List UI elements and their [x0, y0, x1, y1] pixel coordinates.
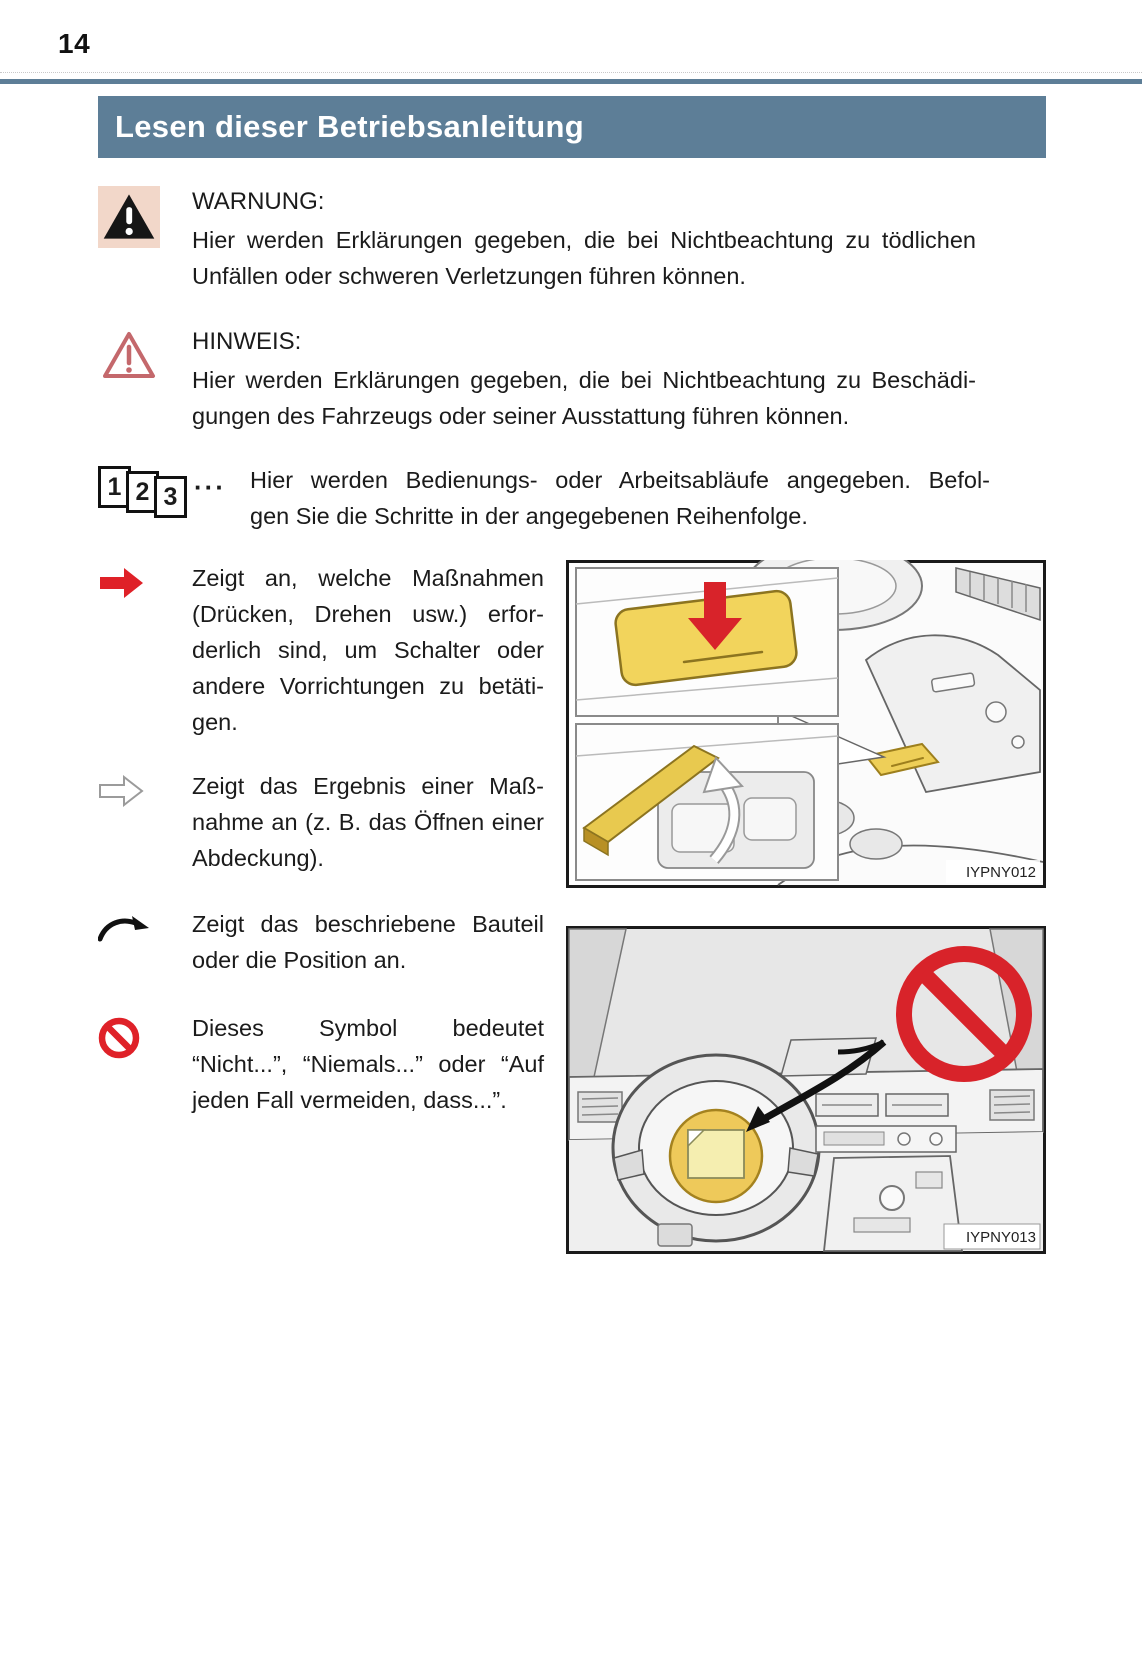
page-content — [98, 96, 1046, 1259]
page-number: 14 — [58, 28, 91, 59]
header-rule — [0, 72, 1142, 84]
red-action-arrow-icon — [98, 567, 144, 599]
warning-section — [98, 184, 1046, 294]
legend-and-figures — [98, 560, 1046, 1259]
outline-result-arrow-icon — [98, 775, 144, 807]
legend-result-text: Zeigt das Ergebnis einer Maß- nahme an (z. B. das Öffnen einer Abdeckung). — [192, 773, 544, 871]
notice-triangle-icon — [100, 328, 192, 389]
figure-console-illustration — [566, 560, 1046, 888]
warning-triangle-icon — [98, 186, 160, 248]
steps-ellipsis: ··· — [194, 472, 226, 502]
legend-prohibition-text: Dieses Symbol bedeutet “Nicht...”, “Niemals...” oder “Auf jeden Fall vermeiden, dass...”. — [192, 1015, 544, 1113]
step-box-3: 3 — [154, 476, 187, 518]
figure-dashboard-illustration — [566, 926, 1046, 1254]
legend-column — [98, 560, 544, 1259]
section-title: Lesen dieser Betriebsanleitung — [115, 109, 584, 144]
legend-prohibition — [98, 1010, 544, 1118]
prohibition-icon — [98, 1017, 140, 1059]
steps-section — [98, 462, 1046, 534]
legend-component-text: Zeigt das beschriebene Bauteil oder die Position an. — [192, 911, 544, 973]
step-box-2: 2 — [126, 471, 159, 513]
figures-column — [566, 560, 1046, 1259]
steps-text: Hier werden Bedienungs- oder Arbeitsabläufe angegeben. Befol- gen Sie die Schritte in der angegebenen Reihenfolge. — [250, 467, 990, 529]
steps-123-icon — [98, 466, 182, 511]
warning-text: Hier werden Erklärungen gegeben, die bei Nichtbeachtung zu tödlichen Unfällen oder schweren Verletzungen führen können. — [192, 227, 976, 289]
figure1-label: IYPNY012 — [965, 864, 1036, 881]
warning-label: WARNUNG: — [192, 188, 325, 215]
section-title-bar — [98, 96, 1046, 158]
notice-text: Hier werden Erklärungen gegeben, die bei Nichtbeachtung zu Beschädi- gungen des Fahrzeugs oder seiner Ausstattung führen können. — [192, 367, 976, 429]
legend-action-text: Zeigt an, welche Maßnahmen (Drücken, Drehen usw.) erfor- derlich sind, um Schalter oder andere Vorrichtungen zu betäti- gen. — [192, 565, 544, 735]
legend-result — [98, 768, 544, 876]
legend-component — [98, 906, 544, 978]
notice-section — [98, 324, 1046, 434]
figure2-label: IYPNY013 — [965, 1229, 1036, 1246]
legend-action — [98, 560, 544, 740]
step-box-1: 1 — [98, 466, 131, 508]
curved-pointer-arrow-icon — [98, 913, 150, 943]
notice-label: HINWEIS: — [192, 328, 302, 355]
